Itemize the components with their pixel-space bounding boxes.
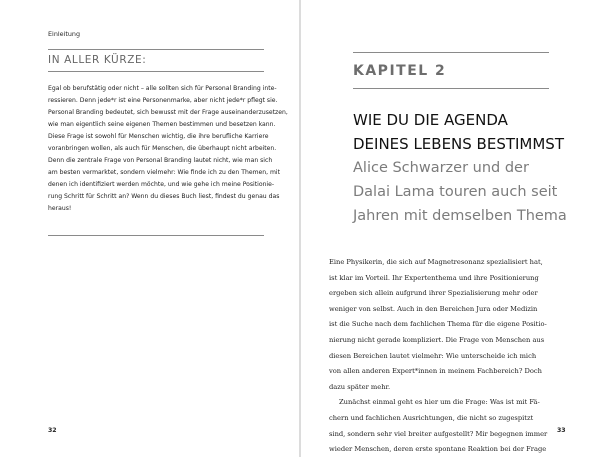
chapter-subtitle-line: Dalai Lama touren auch seit	[353, 184, 558, 200]
summary-line: Denn die zentrale Frage von Personal Branding lautet nicht, wie man sich	[48, 157, 273, 164]
chapter-subtitle	[353, 156, 567, 228]
summary-line: denen ich identifiziert werden möchte, und wie gehe ich meine Positionie-	[48, 181, 275, 188]
body-line: ist die Suche nach dem fachlichen Thema für die eigene Positio-	[329, 320, 547, 329]
body-line: wieder Menschen, deren erste spontane Reaktion bei der Frage	[329, 445, 547, 454]
body-line: sind, sondern sehr viel breiter aufgestellt? Mir begegnen immer	[329, 429, 548, 438]
chapter-bottom-rule	[353, 88, 549, 89]
chapter-subtitle-line: Jahren mit demselben Thema	[353, 208, 567, 224]
body-line: dazu später mehr.	[329, 382, 391, 391]
body-text	[329, 255, 563, 458]
chapter-label: KAPITEL 2	[353, 63, 447, 79]
body-line: weniger von selbst. Auch in den Bereichen Jura oder Medizin	[329, 304, 538, 313]
summary-line: Diese Frage ist sowohl für Menschen wichtig, die ihre berufliche Karriere	[48, 133, 269, 140]
page-number-right: 33	[557, 427, 566, 434]
running-head: Einleitung	[48, 30, 81, 38]
summary-line: am besten vermarktet, sondern vielmehr: Wie finde ich zu den Themen, mit	[48, 169, 281, 176]
summary-line: rung Schritt für Schritt an? Wenn du dieses Buch liest, findest du genau das	[48, 193, 280, 200]
summary-line: Egal ob berufstätig oder nicht – alle sollten sich für Personal Branding inte-	[48, 85, 277, 92]
body-line: ist klar im Vorteil. Ihr Expertenthema und ihre Positionierung	[329, 273, 539, 282]
chapter-title-line: WIE DU DIE AGENDA	[353, 111, 508, 129]
body-line: diesen Bereichen lautet vielmehr: Wie unterscheide ich mich	[329, 351, 537, 360]
page-number-left: 32	[48, 427, 57, 434]
body-line: Zunächst einmal geht es hier um die Frage: Was ist mit Fä-	[339, 398, 540, 407]
summary-box-title-rule	[48, 71, 264, 72]
summary-box-top-rule	[48, 49, 264, 50]
right-page	[301, 0, 600, 457]
summary-box-title: IN ALLER KÜRZE:	[48, 54, 147, 66]
body-line: ergeben sich allein aufgrund ihrer Spezialisierung mehr oder	[329, 289, 538, 298]
left-page	[0, 0, 299, 457]
summary-line: wie man eigentlich seine eigenen Themen bestimmen und besetzen kann.	[48, 121, 276, 128]
chapter-subtitle-line: Alice Schwarzer und der	[353, 160, 529, 176]
chapter-title	[353, 108, 564, 156]
body-line: von allen anderen Expert*innen in meinem Fachbereich? Doch	[329, 367, 542, 376]
summary-line: Personal Branding bedeutet, sich bewusst mit der Frage auseinanderzusetzen,	[48, 109, 288, 116]
summary-line: ressieren. Denn jede*r ist eine Personenmarke, aber nicht jede*r pflegt sie.	[48, 97, 278, 104]
body-line: nierung nicht gerade kompliziert. Die Frage von Menschen aus	[329, 335, 545, 344]
body-line: chern und fachlichen Ausrichtungen, die nicht so zugespitzt	[329, 413, 534, 422]
chapter-top-rule	[353, 52, 549, 53]
body-line: Eine Physikerin, die sich auf Magnetresonanz spezialisiert hat,	[329, 258, 543, 266]
chapter-title-line: DEINES LEBENS BESTIMMST	[353, 135, 564, 153]
summary-box-bottom-rule	[48, 235, 264, 236]
summary-line: voranbringen wollen, als auch für Menschen, die überhaupt nicht arbeiten.	[48, 145, 277, 152]
summary-text	[48, 83, 288, 215]
summary-line: heraus!	[48, 205, 72, 212]
